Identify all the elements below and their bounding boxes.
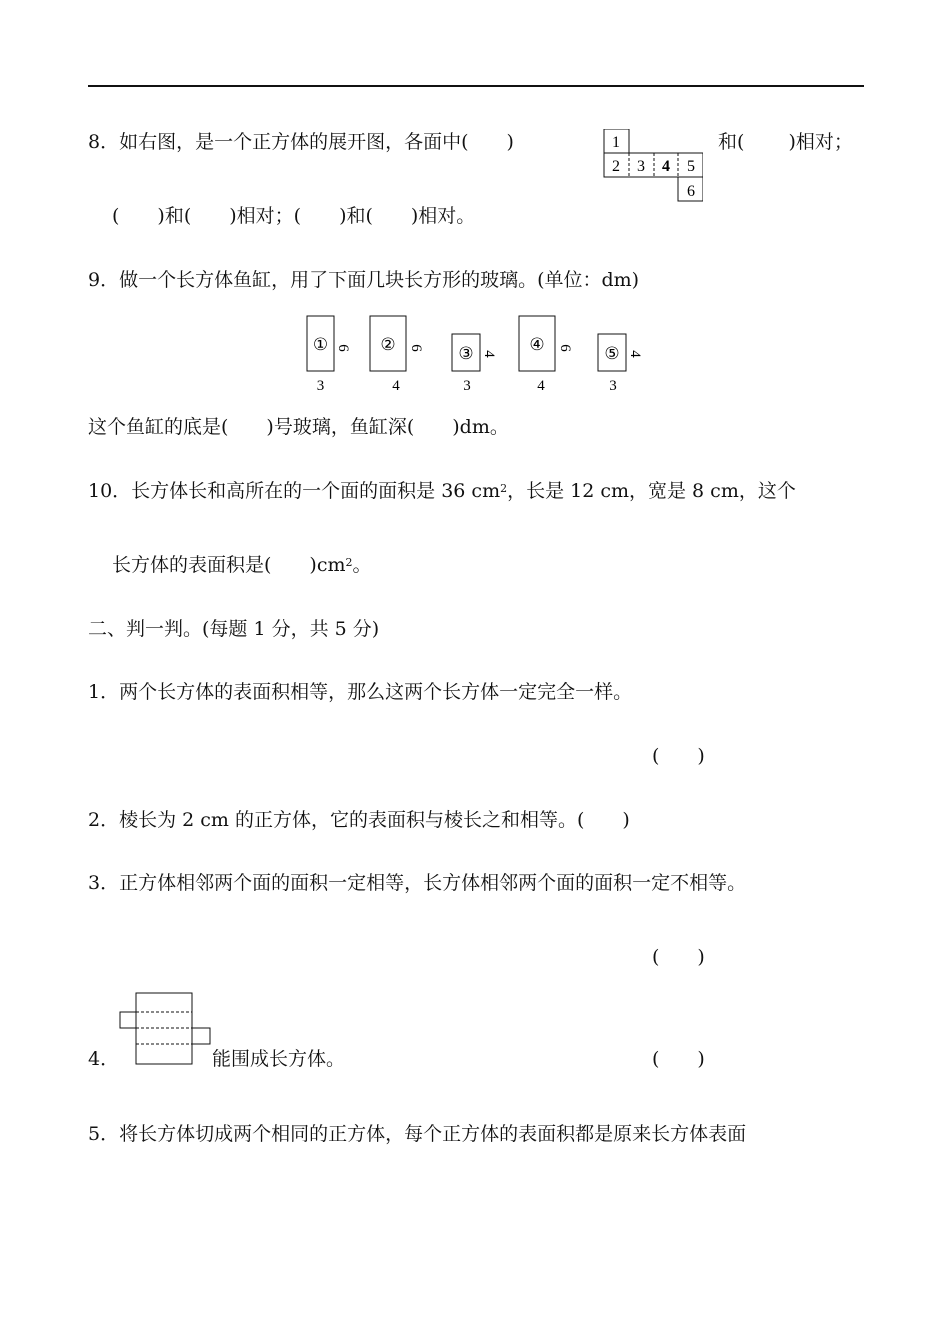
q9-answer-line: 这个鱼缸的底是( )号玻璃，鱼缸深( )dm。: [88, 416, 509, 438]
s2-item1-text: 1．两个长方体的表面积相等，那么这两个长方体一定完全一样。: [88, 681, 633, 703]
net-face-6: 6: [687, 183, 695, 200]
q10-line1-b: ，长是 12 cm，宽是 8 cm，这个: [507, 480, 796, 502]
panel-1-side: 6: [335, 344, 351, 352]
cuboid-net-figure: [118, 992, 214, 1068]
net-face-5: 5: [687, 158, 695, 175]
q10-line2-b: 。: [352, 554, 372, 576]
panel-5-bottom: 3: [609, 378, 617, 394]
panel-2-side: 6: [408, 344, 424, 352]
net-face-3: 3: [637, 158, 645, 175]
top-rule: [88, 85, 864, 87]
panel-1-id: ①: [312, 335, 329, 354]
s2-item3-text: 3．正方体相邻两个面的面积一定相等，长方体相邻两个面的面积一定不相等。: [88, 872, 747, 894]
q9-text: 9．做一个长方体鱼缸，用了下面几块长方形的玻璃。(单位：dm): [88, 269, 640, 291]
q10-line2: [112, 553, 372, 577]
section2-title: 二、判一判。(每题 1 分，共 5 分): [88, 618, 380, 640]
q10-line1-a: 10．长方体长和高所在的一个面的面积是 36 cm: [88, 480, 501, 502]
s2-item1-paren: ( ): [652, 745, 705, 767]
q10-line2-sup: 2: [345, 556, 353, 569]
cube-net-figure: [603, 129, 703, 203]
q10-line1: [88, 479, 796, 503]
q8-line2: ( )和( )相对；( )和( )相对。: [112, 205, 476, 227]
net-face-1: 1: [612, 134, 620, 151]
panel-2-id: ②: [380, 335, 396, 354]
panel-4-bottom: 4: [537, 378, 545, 394]
net-face-2: 2: [612, 158, 620, 175]
s2-item4-num: 4．: [88, 1048, 120, 1070]
q10-line1-sup: 2: [500, 482, 508, 495]
panel-4-side: 6: [557, 344, 573, 352]
q10-line2-a: 长方体的表面积是( )cm: [112, 554, 346, 576]
q8-line1-b: 和( )相对；: [718, 131, 853, 153]
q8-line1-a: 8．如右图，是一个正方体的展开图，各面中( ): [88, 131, 514, 153]
panel-3-id: ③: [458, 344, 474, 363]
net-face-4: 4: [662, 158, 670, 175]
panel-1-bottom: 3: [316, 378, 325, 394]
s2-item3-paren: ( ): [652, 946, 705, 968]
panel-3-side: 4: [481, 350, 497, 358]
panel-5-side: 4: [627, 350, 643, 358]
panel-5-id: ⑤: [604, 344, 620, 363]
s2-item4-text: 能围成长方体。: [212, 1048, 346, 1070]
panel-4-id: ④: [529, 335, 545, 354]
glass-panels-figure: [300, 312, 650, 398]
s2-item4-paren: ( ): [652, 1048, 705, 1070]
panel-3-bottom: 3: [463, 378, 471, 394]
panel-2-bottom: 4: [392, 378, 400, 394]
s2-item5-text: 5．将长方体切成两个相同的正方体，每个正方体的表面积都是原来长方体表面: [88, 1123, 747, 1145]
s2-item2-text: 2．棱长为 2 cm 的正方体，它的表面积与棱长之和相等。( ): [88, 809, 630, 831]
